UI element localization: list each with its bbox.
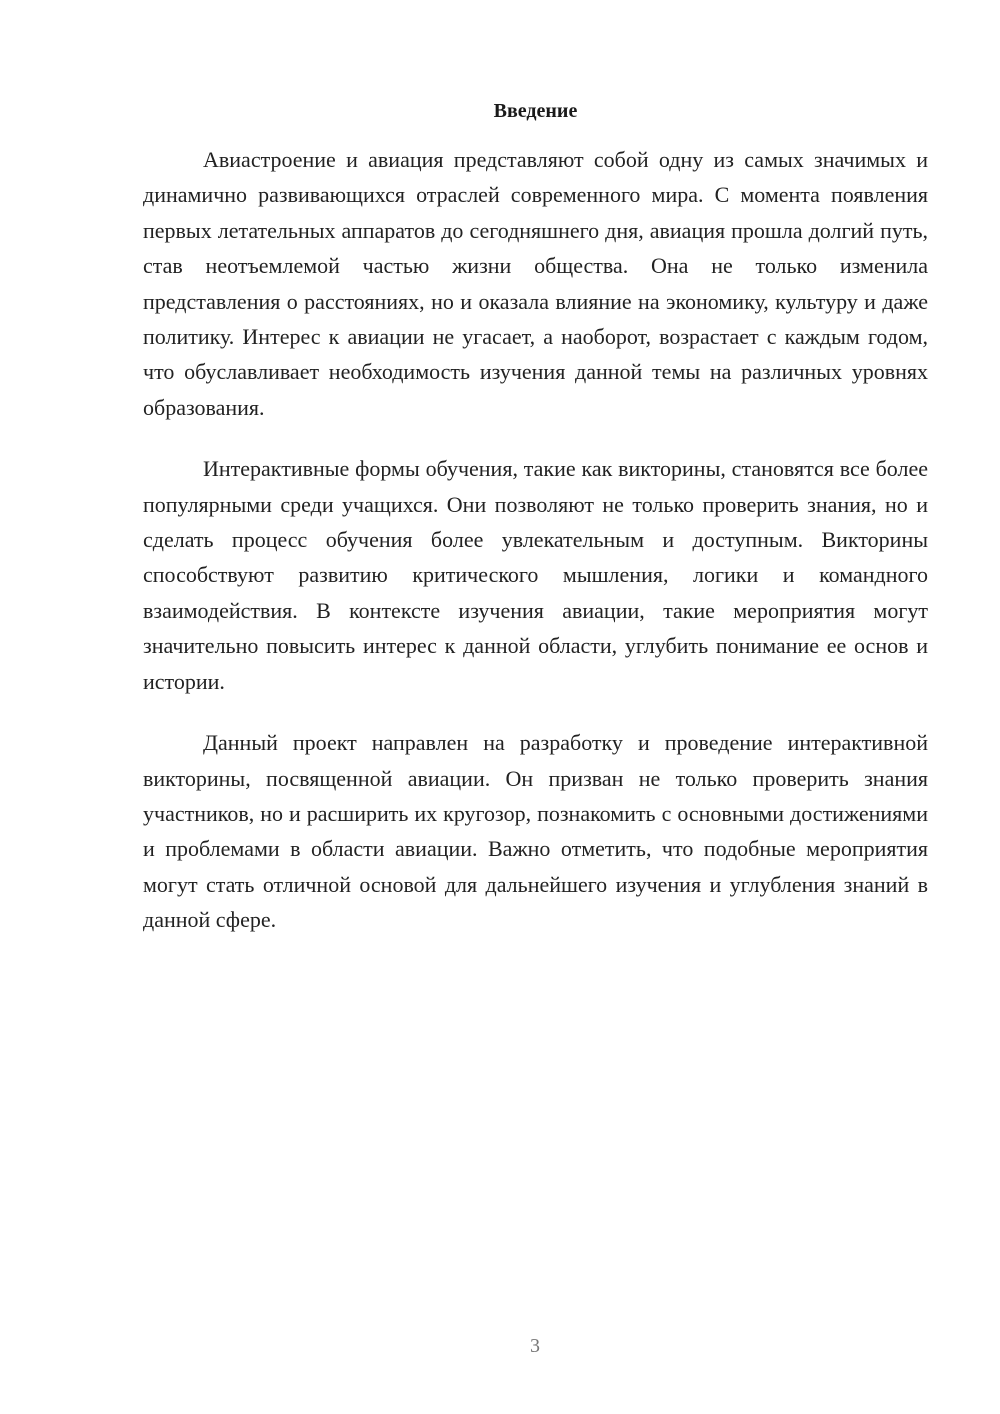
paragraph-2: Интерактивные формы обучения, такие как викторины, становятся все более популярными среди учащихся. Они позволяют не только проверить знания, но и сделать процесс обучения более увлекательным и доступным. Викторины способствуют развитию критического мышления, логики и командного взаимодействия. В контексте изучения авиации, такие мероприятия могут значительно повысить интерес к данной области, углубить понимание ее основ и истории. (143, 456, 928, 694)
section-heading: Введение (493, 100, 578, 122)
page-number: 3 (530, 1335, 540, 1357)
paragraph-3: Данный проект направлен на разработку и проведение интерактивной викторины, посвященной авиации. Он призван не только проверить знания участников, но и расширить их кругозор, познакомить с основными достижениями и проблемами в области авиации. Важно отметить, что подобные мероприятия могут стать отличной основой для дальнейшего изучения и углубления знаний в данной сфере. (143, 730, 928, 933)
paragraph-1: Авиастроение и авиация представляют собой одну из самых значимых и динамично развивающихся отраслей современного мира. С момента появления первых летательных аппаратов до сегодняшнего дня, авиация прошла долгий путь, став неотъемлемой частью жизни общества. Она не только изменила представления о расстояниях, но и оказала влияние на экономику, культуру и даже политику. Интерес к авиации не угасает, а наоборот, возрастает с каждым годом, что обуславливает необходимость изучения данной темы на различных уровнях образования. (143, 147, 928, 420)
body-text (143, 142, 928, 964)
